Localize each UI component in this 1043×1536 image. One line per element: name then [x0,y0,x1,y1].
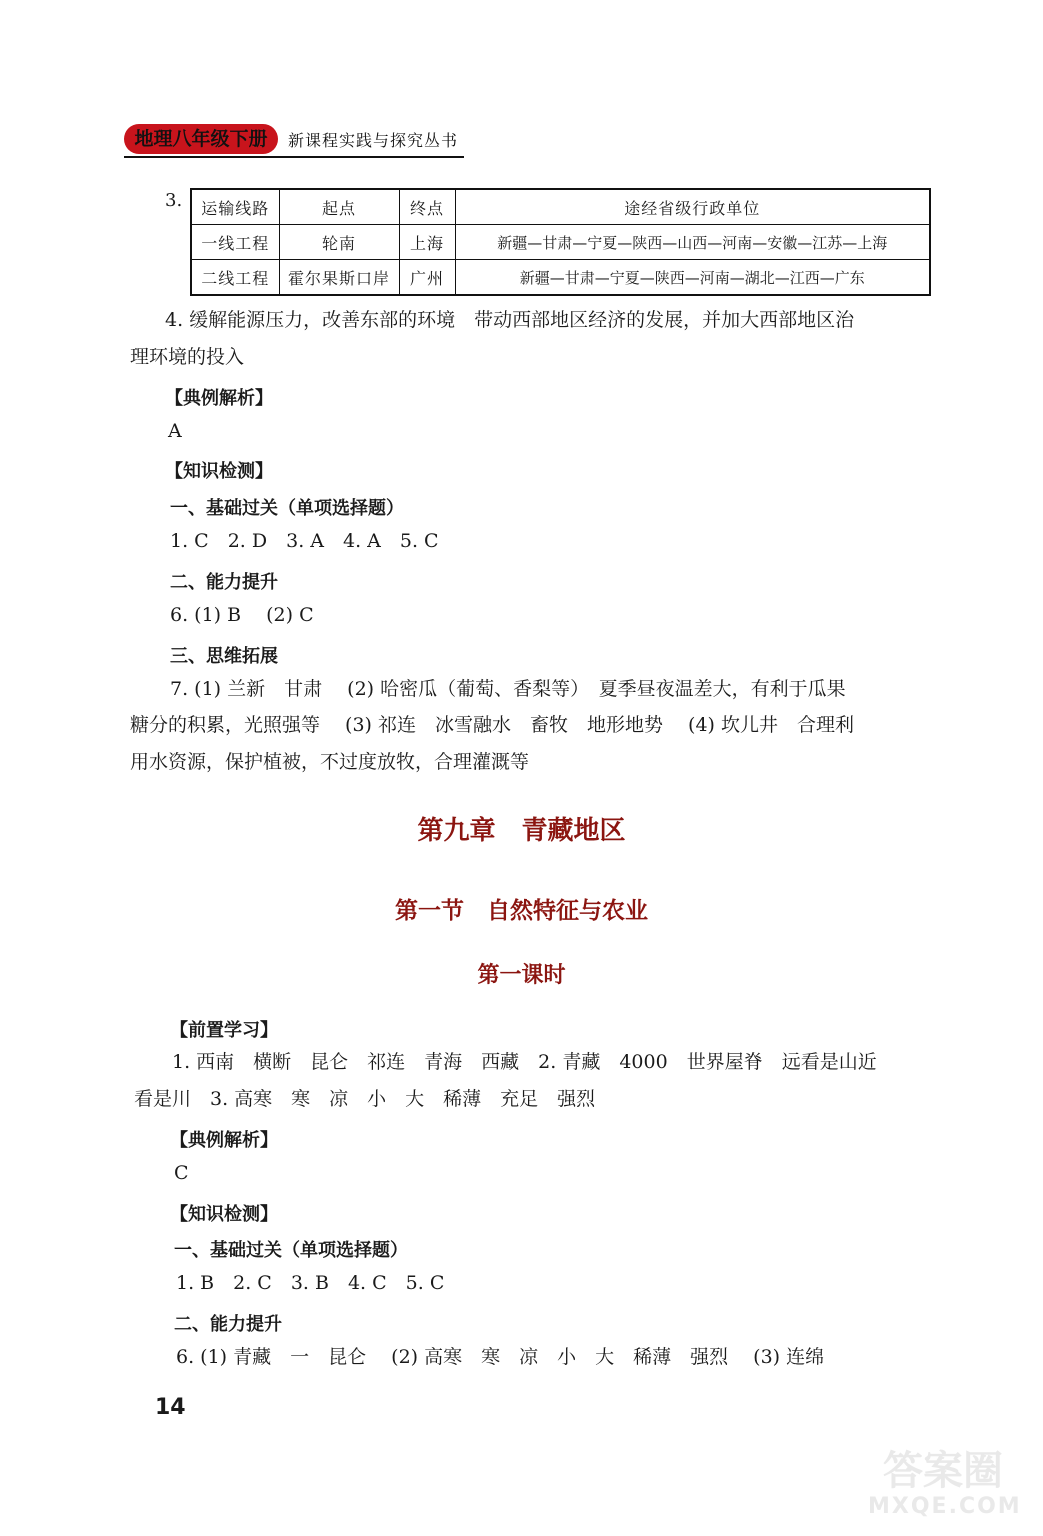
answer-q7-line3: 用水资源，保护植被，不过度放牧，合理灌溉等 [130,751,530,773]
section-heading-prestudy: 【前置学习】 [170,1020,278,1041]
part-heading-ability-2: 二、能力提升 [174,1314,282,1335]
table-row [191,225,930,260]
table-cell: 一线工程 [191,225,279,260]
part-heading-basic: 一、基础过关（单项选择题） [170,498,404,519]
transport-route-table [190,188,931,296]
section-heading-example-2: 【典例解析】 [170,1130,278,1151]
answers-basic-2: 1. B 2. C 3. B 4. C 5. C [176,1272,445,1294]
table-cell: 霍尔果斯口岸 [279,260,399,296]
answer-q4-line1: 4. 缓解能源压力，改善东部的环境 带动西部地区经济的发展，并加大西部地区治 [165,309,855,331]
answer-q6-line1: 6. (1) 青藏 一 昆仑 (2) 高寒 寒 凉 小 大 稀薄 强烈 (3) 连绵 [176,1346,825,1368]
page-number: 14 [155,1395,186,1420]
answer-q4-line2: 理环境的投入 [130,346,245,368]
table-header-cell: 途经省级行政单位 [455,189,930,225]
table-header-cell: 起点 [279,189,399,225]
table-cell: 新疆—甘肃—宁夏—陕西—山西—河南—安徽—江苏—上海 [455,225,930,260]
watermark-url: MXQE.COM [868,1494,1022,1519]
table-cell: 轮南 [279,225,399,260]
answer-q7-line2: 糖分的积累，光照强等 (3) 祁连 冰雪融水 畜牧 地形地势 (4) 坎儿井 合理利 [130,714,854,736]
part-heading-extend: 三、思维拓展 [170,646,278,667]
watermark-title: 答案圈 [883,1448,1003,1494]
table-cell: 广州 [399,260,455,296]
answer-q7-line1: 7. (1) 兰新 甘肃 (2) 哈密瓜（葡萄、香梨等） 夏季昼夜温差大，有利于瓜果 [170,678,846,700]
section-title: 第一节 自然特征与农业 [395,898,648,924]
answers-basic: 1. C 2. D 3. A 4. A 5. C [170,530,439,552]
prestudy-line1: 1. 西南 横断 昆仑 祁连 青海 西藏 2. 青藏 4000 世界屋脊 远看是山近 [172,1051,877,1073]
table-header-cell: 运输线路 [191,189,279,225]
chapter-title: 第九章 青藏地区 [417,816,626,846]
section-heading-check-2: 【知识检测】 [170,1204,278,1225]
table-cell: 新疆—甘肃—宁夏—陕西—河南—湖北—江西—广东 [455,260,930,296]
header-rule [124,156,464,158]
answers-ability: 6. (1) B (2) C [170,604,314,626]
table-cell: 上海 [399,225,455,260]
part-heading-basic-2: 一、基础过关（单项选择题） [174,1240,408,1261]
table-header-row [191,189,930,225]
lesson-title: 第一课时 [477,963,566,988]
part-heading-ability: 二、能力提升 [170,572,278,593]
table-row [191,260,930,296]
section-heading-check: 【知识检测】 [165,461,273,482]
book-title-badge: 地理八年级下册 [124,124,278,154]
example-answer: A [168,420,182,442]
prestudy-line2: 看是川 3. 高寒 寒 凉 小 大 稀薄 充足 强烈 [134,1088,596,1110]
question-number: 3. [165,190,183,211]
table-cell: 二线工程 [191,260,279,296]
watermark-logo [868,1448,1022,1528]
example-answer-2: C [174,1162,189,1184]
series-title: 新课程实践与探究丛书 [288,131,459,150]
section-heading-example: 【典例解析】 [165,388,273,409]
table-header-cell: 终点 [399,189,455,225]
